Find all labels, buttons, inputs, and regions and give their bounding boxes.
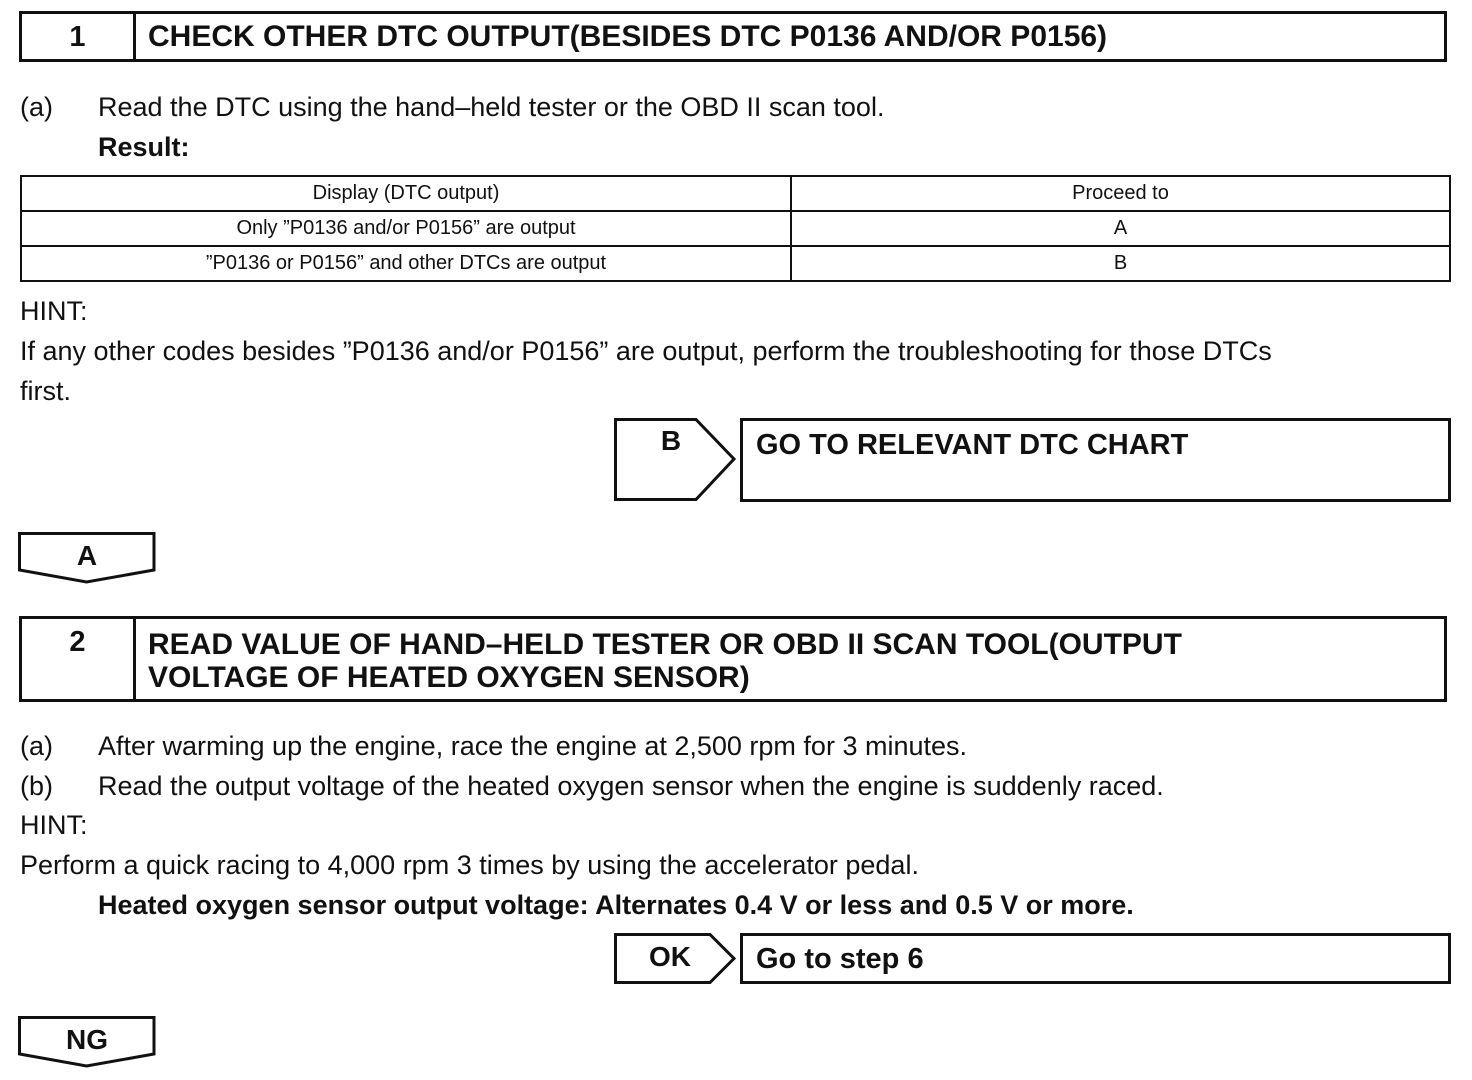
hint-text: first. — [20, 376, 71, 406]
branch-ok-result: Go to step 6 — [740, 933, 1451, 984]
hint-label: HINT: — [20, 810, 88, 840]
table-cell: Only ”P0136 and/or P0156” are output — [21, 211, 791, 246]
column-header: Display (DTC output) — [21, 176, 791, 211]
table-header-row — [21, 176, 1450, 211]
instruction-label: (a) — [20, 731, 53, 761]
column-header: Proceed to — [791, 176, 1450, 211]
table-row — [21, 211, 1450, 246]
step-title — [136, 619, 1444, 699]
table-cell: B — [791, 246, 1450, 281]
hint-label: HINT: — [20, 296, 88, 326]
hint-text: Perform a quick racing to 4,000 rpm 3 times by using the accelerator pedal. — [20, 850, 919, 880]
step-number: 1 — [22, 14, 136, 59]
step-number: 2 — [22, 619, 136, 699]
step-1-header — [19, 11, 1447, 62]
branch-a-label: A — [76, 540, 98, 571]
result-table — [20, 175, 1451, 282]
hint-text: If any other codes besides ”P0136 and/or P0156” are output, perform the troubleshooting for those DTCs — [20, 336, 1272, 366]
branch-ng-label: NG — [66, 1024, 108, 1055]
table-row — [21, 246, 1450, 281]
step-title: CHECK OTHER DTC OUTPUT(BESIDES DTC P0136 AND/OR P0156) — [148, 20, 1108, 53]
instruction-label: (b) — [20, 771, 53, 801]
instruction-text: After warming up the engine, race the engine at 2,500 rpm for 3 minutes. — [98, 731, 967, 761]
step-2-header — [19, 616, 1447, 702]
instruction-text: Read the output voltage of the heated oxygen sensor when the engine is suddenly raced. — [98, 771, 1164, 801]
step-title-line: READ VALUE OF HAND–HELD TESTER OR OBD II SCAN TOOL(OUTPUT — [148, 628, 1182, 661]
branch-b-result: GO TO RELEVANT DTC CHART — [740, 418, 1451, 502]
spec-text: Heated oxygen sensor output voltage: Alternates 0.4 V or less and 0.5 V or more. — [98, 890, 1134, 920]
instruction-text: Read the DTC using the hand–held tester or the OBD II scan tool. — [98, 92, 885, 122]
result-label: Result: — [98, 132, 190, 162]
instruction-label: (a) — [20, 92, 53, 122]
step-title-line: VOLTAGE OF HEATED OXYGEN SENSOR) — [148, 661, 750, 694]
branch-ok-label: OK — [649, 941, 691, 972]
branch-b-label: B — [660, 425, 682, 456]
table-cell: A — [791, 211, 1450, 246]
table-cell: ”P0136 or P0156” and other DTCs are output — [21, 246, 791, 281]
